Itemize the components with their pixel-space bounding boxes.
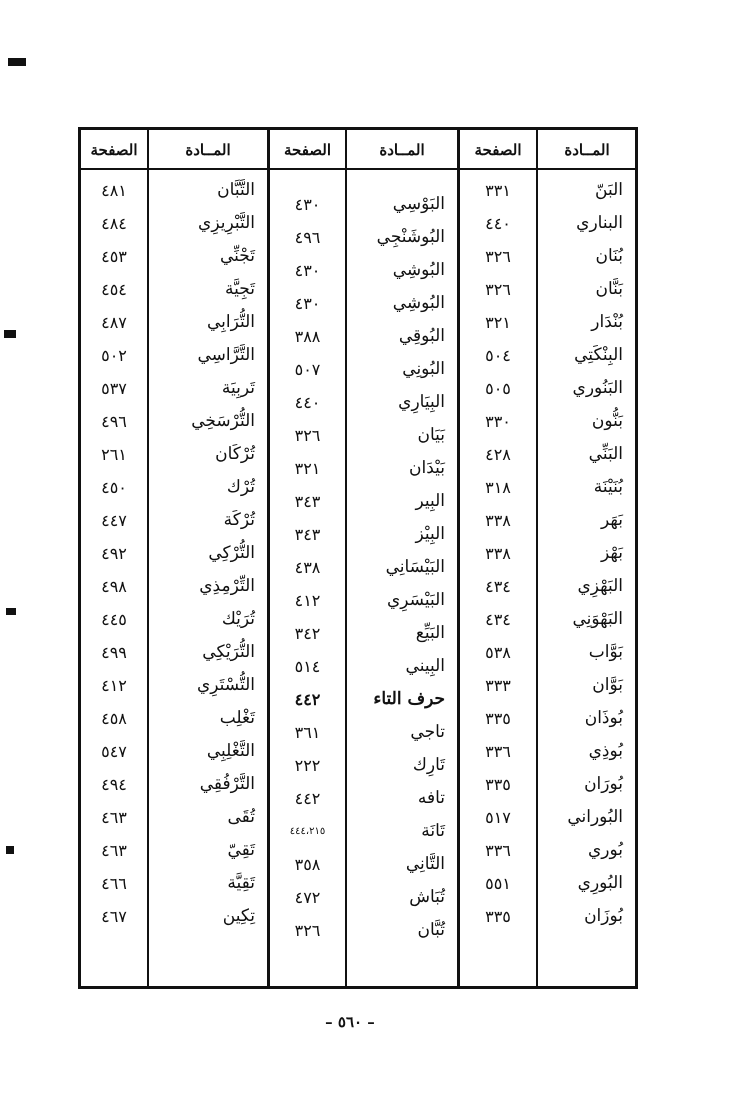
word-cell: بَنَّان (595, 279, 623, 299)
page-cell: ٣٣٨ (485, 544, 511, 563)
page-column-1 (460, 130, 536, 986)
word-cell: التِّرْمِذِي (199, 576, 255, 596)
page-cell: ٣٣٥ (485, 775, 511, 794)
word-cell: التَّرَّاسِي (197, 345, 255, 365)
page-cell: ٥٠٥ (485, 379, 511, 398)
page-cell: ٤٩٦ (294, 228, 321, 247)
word-cell: بَوَّان (592, 675, 623, 695)
page-cell: ٣٣٣ (485, 676, 511, 695)
word-list (347, 188, 457, 947)
word-cell: البُوقِي (398, 326, 445, 346)
page-cell: ٥٠٢ (101, 346, 127, 365)
word-cell: بُنَيْنَة (593, 477, 623, 497)
page-cell: ٤٤٠ (485, 214, 511, 233)
page-cell: ٤٤٥ (101, 610, 127, 629)
word-cell: تَغْلِب (219, 708, 255, 728)
page-cell: ٤٦٣ (101, 808, 127, 827)
word-cell: تِكِين (222, 906, 255, 926)
word-cell: البناري (576, 213, 623, 233)
word-cell: تَقِيّ (227, 840, 255, 860)
word-cell: تَجِيَّة (225, 279, 255, 299)
material-header: المــادة (185, 141, 231, 159)
word-cell: التَّرْفُقِي (199, 774, 255, 794)
page-cell: ٢٦١ (101, 445, 127, 464)
page-cell: ٤٩٢ (101, 544, 127, 563)
page-cell: ٥٤٧ (101, 742, 127, 761)
word-cell: البُوراني (567, 807, 623, 827)
page-list (270, 188, 345, 947)
word-cell: تُرْك (226, 477, 255, 497)
word-cell: بُوذَان (584, 708, 623, 728)
word-cell: التُّرْكِي (208, 543, 255, 563)
page-cell: ٣٢١ (294, 459, 321, 478)
word-cell: بُوري (587, 840, 623, 860)
page-cell: ٤٦٣ (101, 841, 127, 860)
word-cell: البَهْزِي (577, 576, 623, 596)
page-cell: ٤٣٤ (485, 610, 511, 629)
page-cell: ٥١٧ (485, 808, 511, 827)
page-cell: ٤٤٢ (294, 690, 321, 709)
page-cell: ٣٢١ (485, 313, 511, 332)
word-cell: بُنَان (595, 246, 623, 266)
material-header: المــادة (379, 141, 425, 159)
word-cell: تَقِيَّة (227, 873, 255, 893)
word-cell: بَوَّاب (588, 642, 623, 662)
page-number: – ٥٦٠ – (325, 1013, 375, 1031)
word-cell: بُنْدَار (591, 312, 623, 332)
word-cell: البِنْكَتِي (574, 345, 623, 365)
margin-mark-top (8, 58, 26, 66)
margin-mark-lower (6, 608, 16, 615)
page-cell: ٣٣٠ (485, 412, 511, 431)
page-cell: ٣٢٦ (485, 280, 511, 299)
page-cell: ٤٤٠ (294, 393, 321, 412)
page-cell: ٣٣٥ (485, 709, 511, 728)
page-cell: ٤٦٧ (101, 907, 127, 926)
word-cell: البُوشَنْجِي (376, 227, 445, 247)
word-cell: تُبَاش (409, 887, 445, 907)
page-cell: ٤٩٦ (101, 412, 127, 431)
word-cell: البَنِّي (588, 444, 623, 464)
page-cell: ٤٨٤ (101, 214, 127, 233)
word-column-1 (539, 130, 635, 986)
word-column-2 (347, 130, 457, 986)
word-cell: تَانَة (421, 821, 445, 841)
word-column-3 (149, 130, 267, 986)
margin-mark-mid (4, 330, 16, 338)
word-cell: تَجْنِّي (219, 246, 255, 266)
word-cell: تُبَّان (417, 920, 445, 940)
page-cell: ٤٥٣ (101, 247, 127, 266)
page-cell: ٣٢٦ (294, 426, 321, 445)
page-cell: ٤٣٠ (294, 261, 321, 280)
page-cell: ٢٢٢ (294, 756, 321, 775)
word-cell: التُّسْتَرِي (196, 675, 255, 695)
word-cell: البَيِّع (415, 623, 445, 643)
page-cell: ٤٩٨ (101, 577, 127, 596)
page-cell: ٣٣٦ (485, 742, 511, 761)
page-header: الصفحة (90, 141, 138, 159)
page-column-2 (270, 130, 345, 986)
page-cell: ٥٠٤ (485, 346, 511, 365)
page-cell: ٤٨٧ (101, 313, 127, 332)
word-cell: التُّرَيْكِي (202, 642, 255, 662)
word-cell: البُوشِي (392, 293, 445, 313)
word-cell: البِيني (405, 656, 445, 676)
word-cell: البَهْوَنِي (572, 609, 623, 629)
word-cell: البِيَارِي (398, 392, 445, 412)
page-cell: ٤٢٨ (485, 445, 511, 464)
page-cell: ٥٠٧ (294, 360, 321, 379)
word-cell: التَّانِي (405, 854, 445, 874)
page-cell: ٣٤٢ (294, 624, 321, 643)
word-cell: البُوشِي (392, 260, 445, 280)
word-cell: البَنُوري (572, 378, 623, 398)
page-cell: ٣١٨ (485, 478, 511, 497)
word-cell: تُرَيْك (221, 609, 255, 629)
index-table (78, 127, 638, 989)
word-cell: التُّرْسَخِي (191, 411, 255, 431)
word-cell: التَّغْلِبِي (206, 741, 255, 761)
word-list (149, 174, 267, 933)
page-cell: ٤٣٤ (485, 577, 511, 596)
page-cell: ٤٦٦ (101, 874, 127, 893)
page-cell: ٤٣٠ (294, 294, 321, 313)
page-cell: ٤٣٠ (294, 195, 321, 214)
word-cell: تَربِيَة (221, 378, 255, 398)
page-header: الصفحة (474, 141, 522, 159)
word-cell: تاجي (410, 722, 445, 742)
word-cell: بُوذِي (588, 741, 623, 761)
page-cell: ٤٩٤ (101, 775, 127, 794)
page-cell: ٤٤٢ (294, 789, 321, 808)
word-cell: البِيْز (415, 524, 445, 544)
page-cell: ٤٥٤ (101, 280, 127, 299)
word-cell: البَوْسِي (392, 194, 445, 214)
word-cell: بَهَر (601, 510, 623, 530)
word-cell: تُرْكَان (215, 444, 255, 464)
word-cell: بَهْز (601, 543, 623, 563)
page-cell: ٣٣٦ (485, 841, 511, 860)
word-cell: البِير (415, 491, 445, 511)
page-list (81, 174, 147, 933)
column-divider (536, 130, 538, 986)
page-cell: ٤٩٩ (101, 643, 127, 662)
page-cell: ٤١٢ (294, 591, 321, 610)
page-cell: ٣٤٣ (294, 492, 321, 511)
word-cell: البُونِي (402, 359, 445, 379)
word-cell: التَّبْرِيزِي (198, 213, 255, 233)
page-cell: ٤٥٨ (101, 709, 127, 728)
page-cell: ٤٣٨ (294, 558, 321, 577)
page-cell: ٤٤٧ (101, 511, 127, 530)
word-cell: بَيَان (417, 425, 445, 445)
page-cell: ٣٤٣ (294, 525, 321, 544)
material-header: المــادة (564, 141, 610, 159)
page-cell: ٣٢٦ (294, 921, 321, 940)
page-cell: ٣٨٨ (294, 327, 321, 346)
word-cell: تَارِك (412, 755, 445, 775)
word-cell: تُقَى (227, 807, 255, 827)
page-cell: ٣٥٨ (294, 855, 321, 874)
word-cell: التُّرَابِي (206, 312, 255, 332)
page-cell: ٣٣٥ (485, 907, 511, 926)
page-cell: ٤٨١ (101, 181, 127, 200)
page-cell: ٣٦١ (294, 723, 321, 742)
word-cell: بُورَان (584, 774, 623, 794)
word-cell: البَيْسَانِي (385, 557, 445, 577)
page-cell: ٤٧٢ (294, 888, 321, 907)
page-header: الصفحة (283, 141, 332, 159)
page-cell: ٤٥٠ (101, 478, 127, 497)
page-column-3 (81, 130, 147, 986)
page-cell: ٣٣١ (485, 181, 511, 200)
page-cell: ٣٢٦ (485, 247, 511, 266)
page-cell: ٥١٤ (294, 657, 321, 676)
page-cell: ٣٣٨ (485, 511, 511, 530)
word-cell: البَيْسَرِي (386, 590, 445, 610)
margin-mark-bottom (6, 846, 14, 854)
page-cell: ٥٣٧ (101, 379, 127, 398)
page-cell: ٥٣٨ (485, 643, 511, 662)
word-cell: البُورِي (577, 873, 623, 893)
word-cell: التَّبَّان (217, 180, 255, 200)
word-cell: تُرْكَة (223, 510, 255, 530)
page-cell: ٤١٢ (101, 676, 127, 695)
word-cell: بُوزَان (584, 906, 623, 926)
word-cell: بَنُّون (591, 411, 623, 431)
word-cell: تافه (417, 788, 445, 808)
word-cell: البَنّ (595, 180, 623, 200)
page-cell: ٥٥١ (485, 874, 511, 893)
page-cell: ٤٤٤،٢١٥ (289, 826, 326, 837)
word-list (539, 174, 635, 933)
word-cell: بَيْدَان (409, 458, 445, 478)
page-list (460, 174, 536, 933)
section-heading-ta: حرف التاء (373, 689, 445, 709)
